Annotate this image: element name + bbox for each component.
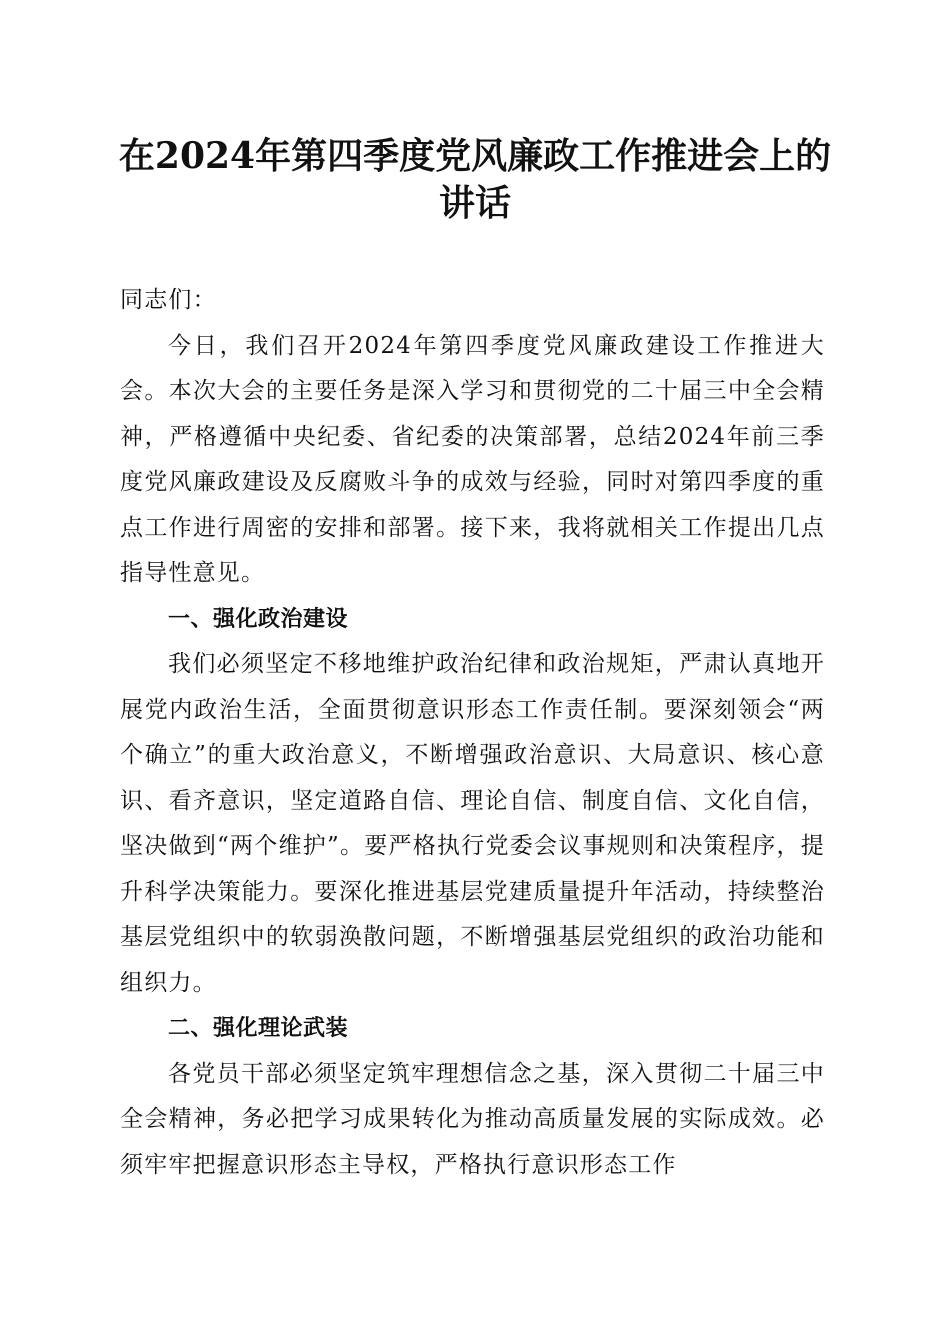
document-body: [120, 278, 825, 1188]
title-line-2: 讲话: [438, 182, 511, 224]
intro-paragraph: 今日，我们召开2024年第四季度党风廉政建设工作推进大会。本次大会的主要任务是深入学习和贯彻党的二十届三中全会精神，严格遵循中央纪委、省纪委的决策部署，总结2024年前三季度党风廉政建设及反腐败斗争的成效与经验，同时对第四季度的重点工作进行周密的安排和部署。接下来，我将就相关工作提出几点指导性意见。: [120, 332, 825, 586]
section-body-2: 各党员干部必须坚定筑牢理想信念之基，深入贯彻二十届三中全会精神，务必把学习成果转化为推动高质量发展的实际成效。必须牢牢把握意识形态主导权，严格执行意识形态工作: [120, 1060, 825, 1178]
section-heading-1: 一、强化政治建设: [168, 606, 349, 632]
title-line-1: 在2024年第四季度党风廉政工作推进会上的: [118, 135, 832, 177]
document-title: [110, 133, 840, 227]
section-body-1: 我们必须坚定不移地维护政治纪律和政治规矩，严肃认真地开展党内政治生活，全面贯彻意识形态工作责任制。要深刻领会“两个确立”的重大政治意义，不断增强政治意识、大局意识、核心意识、看齐意识，坚定道路自信、理论自信、制度自信、文化自信，坚决做到“两个维护”。要严格执行党委会议事规则和决策程序，提升科学决策能力。要深化推进基层党建质量提升年活动，持续整治基层党组织中的软弱涣散问题，不断增强基层党组织的政治功能和组织力。: [120, 651, 825, 996]
salutation: 同志们：: [120, 287, 217, 313]
section-heading-2: 二、强化理论武装: [168, 1016, 349, 1041]
